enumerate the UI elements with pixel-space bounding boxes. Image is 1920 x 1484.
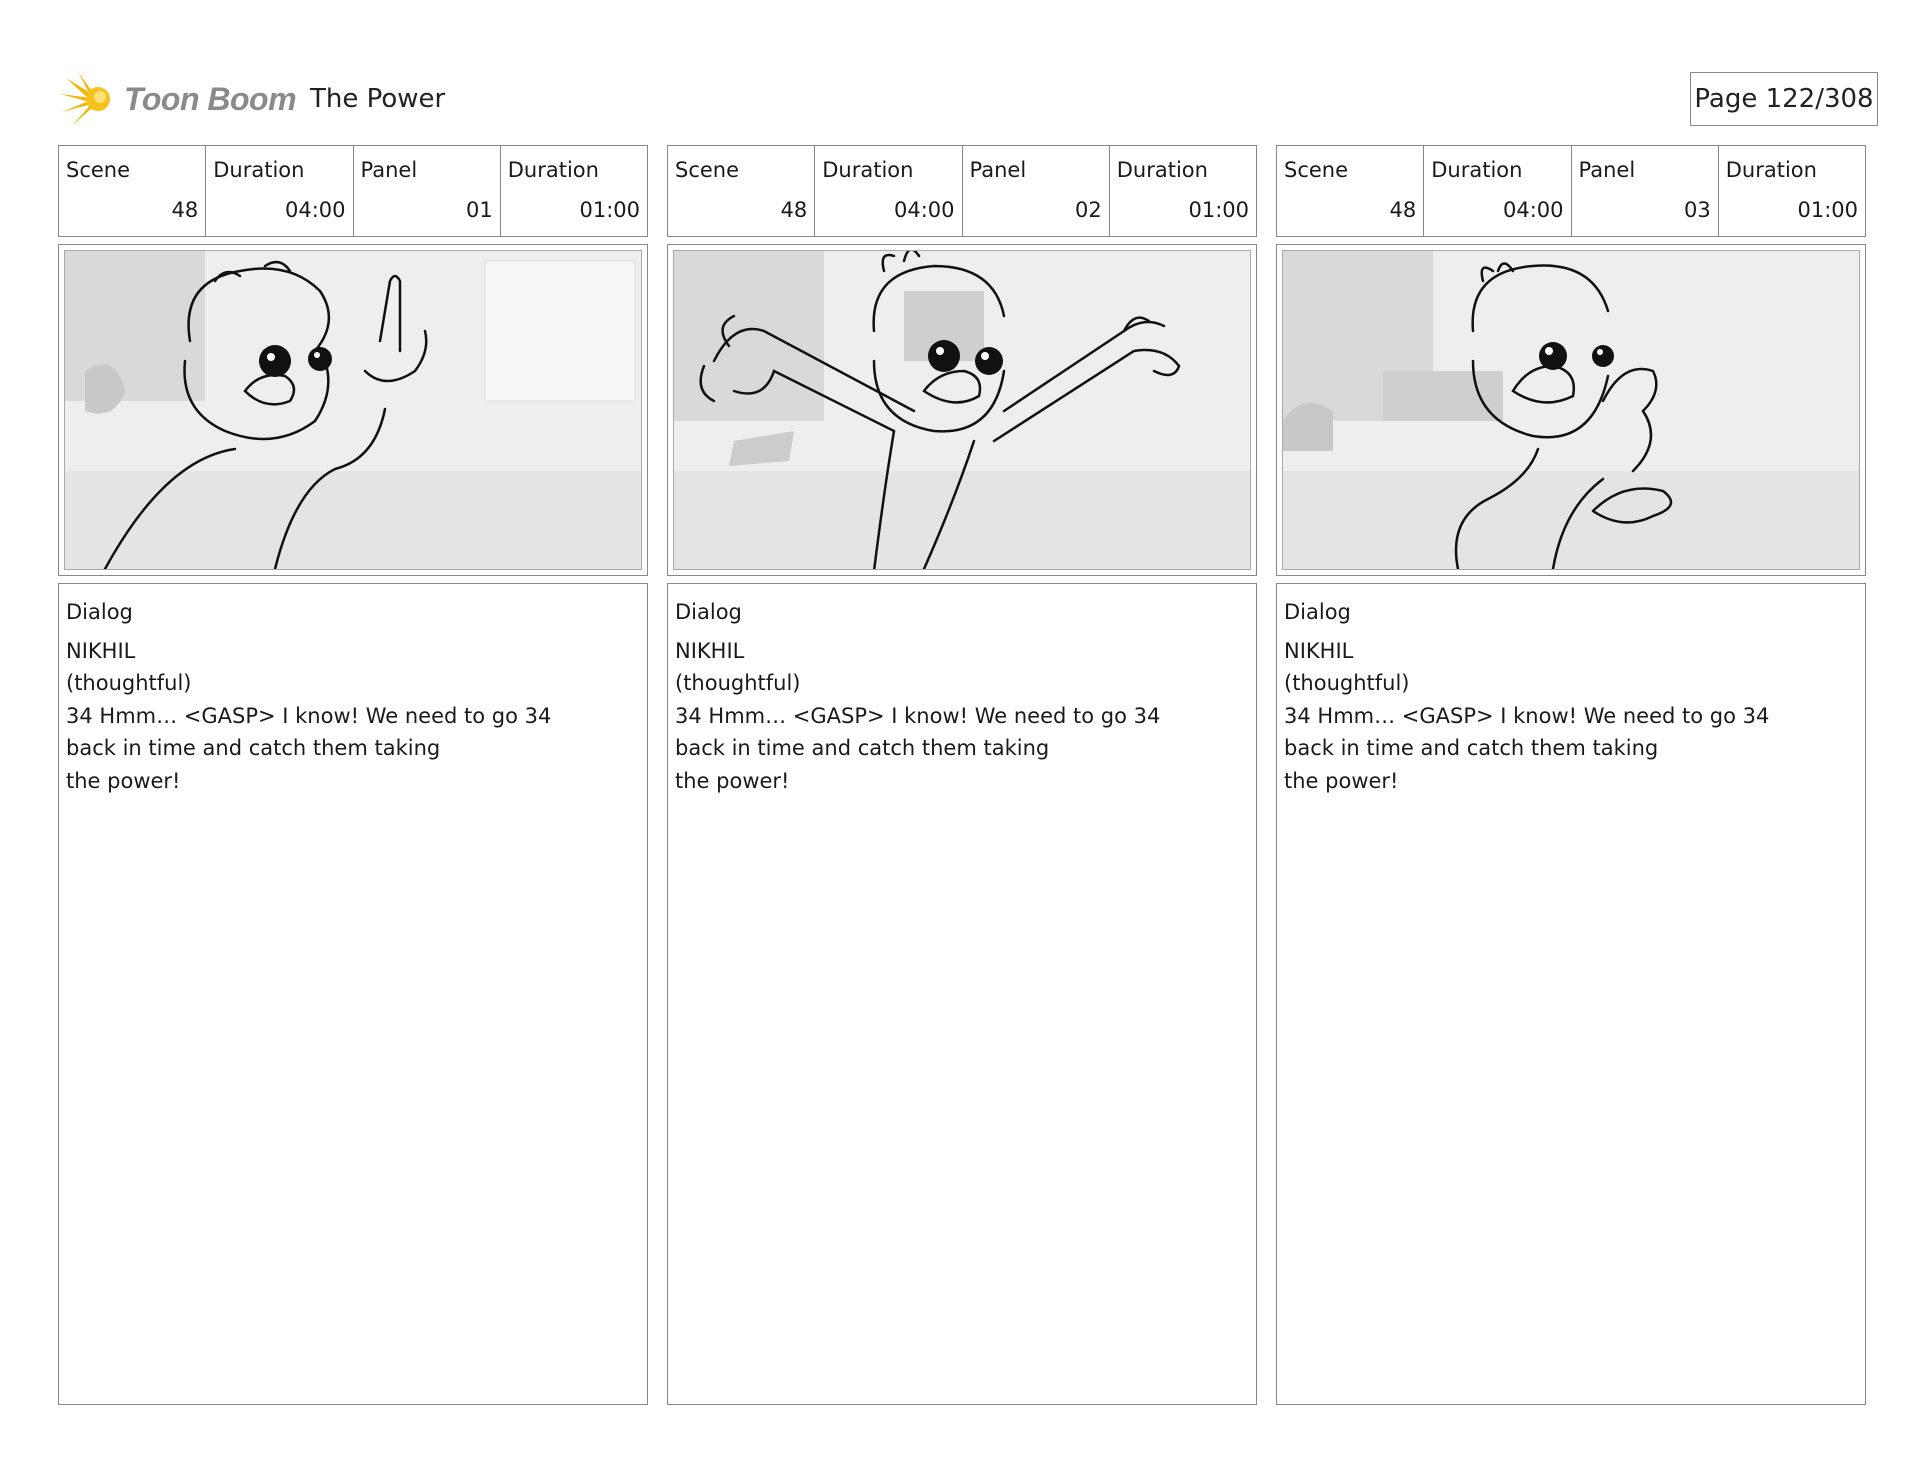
duration-label: Duration: [1431, 158, 1523, 182]
star-burst-icon: [58, 68, 120, 130]
scene-value: 48: [171, 198, 199, 222]
scene-value: 48: [780, 198, 808, 222]
dialog-line: the power!: [1284, 768, 1399, 793]
dialog-line: back in time and catch them taking: [66, 736, 441, 760]
duration-label: Duration: [822, 158, 914, 182]
dialog-character: NIKHIL: [1284, 638, 1354, 663]
panel-info-row: [1276, 145, 1866, 237]
panel-duration-cell: [1110, 146, 1256, 236]
dialog-character: NIKHIL: [675, 638, 745, 663]
scene-cell: [668, 146, 815, 236]
page-number: Page 122/308: [1690, 72, 1878, 126]
scene-duration-cell: [206, 146, 353, 236]
panel-duration-cell: [1719, 146, 1865, 236]
dialog-label: Dialog: [1284, 600, 1351, 624]
scene-label: Scene: [675, 158, 740, 182]
dialog-parenthetical: (thoughtful): [66, 671, 192, 695]
dialog-parenthetical: (thoughtful): [675, 671, 801, 695]
duration-label: Duration: [507, 158, 599, 182]
panel-duration-value: 01:00: [1188, 198, 1249, 222]
dialog-character: NIKHIL: [66, 638, 136, 663]
storyboard-panel-3: [1276, 145, 1866, 1405]
panel-value: 03: [1684, 198, 1711, 222]
sketch-boy-arms-out: [674, 251, 1250, 569]
panel-duration-value: 01:00: [1797, 198, 1858, 222]
panel-label: Panel: [360, 158, 418, 182]
panel-duration-value: 01:00: [579, 198, 640, 222]
dialog-line: back in time and catch them taking: [675, 736, 1050, 760]
scene-value: 48: [1389, 198, 1417, 222]
dialog-line: 34 Hmm… <GASP> I know! We need to go 34: [1284, 703, 1770, 728]
panel-cell: [354, 146, 501, 236]
scene-duration-value: 04:00: [1502, 198, 1564, 222]
dialog-line: the power!: [675, 768, 790, 793]
panel-image-frame: [667, 244, 1257, 576]
scene-duration-value: 04:00: [284, 198, 346, 222]
scene-cell: [59, 146, 206, 236]
panel-cell: [1572, 146, 1719, 236]
scene-label: Scene: [66, 158, 131, 182]
scene-duration-cell: [1424, 146, 1571, 236]
page-header: [58, 64, 1878, 134]
panel-info-row: [667, 145, 1257, 237]
panel-cell: [963, 146, 1110, 236]
dialog-parenthetical: (thoughtful): [1284, 671, 1410, 695]
dialog-line: 34 Hmm… <GASP> I know! We need to go 34: [675, 703, 1161, 728]
duration-label: Duration: [1116, 158, 1208, 182]
logo-text: Toon Boom: [124, 80, 297, 117]
panel-label: Panel: [969, 158, 1027, 182]
scene-label: Scene: [1284, 158, 1349, 182]
dialog-box: [667, 583, 1257, 1405]
panel-image-frame: [58, 244, 648, 576]
document-title: The Power: [310, 84, 446, 114]
dialog-label: Dialog: [66, 600, 133, 624]
panel-info-row: [58, 145, 648, 237]
dialog-line: 34 Hmm… <GASP> I know! We need to go 34: [66, 703, 552, 728]
dialog-box: [1276, 583, 1866, 1405]
duration-label: Duration: [1725, 158, 1817, 182]
panel-value: 02: [1075, 198, 1102, 222]
sketch-boy-pointing-up: [65, 251, 641, 569]
dialog-box: [58, 583, 648, 1405]
scene-duration-value: 04:00: [893, 198, 955, 222]
panel-value: 01: [466, 198, 493, 222]
sketch-boy-gesturing: [1283, 251, 1859, 569]
scene-duration-cell: [815, 146, 962, 236]
dialog-label: Dialog: [675, 600, 742, 624]
dialog-line: back in time and catch them taking: [1284, 736, 1659, 760]
storyboard-panel-1: [58, 145, 648, 1405]
storyboard-panel-2: [667, 145, 1257, 1405]
scene-cell: [1277, 146, 1424, 236]
panel-label: Panel: [1578, 158, 1636, 182]
panel-duration-cell: [501, 146, 647, 236]
panel-image-frame: [1276, 244, 1866, 576]
toon-boom-logo: [58, 64, 298, 134]
dialog-line: the power!: [66, 768, 181, 793]
duration-label: Duration: [213, 158, 305, 182]
